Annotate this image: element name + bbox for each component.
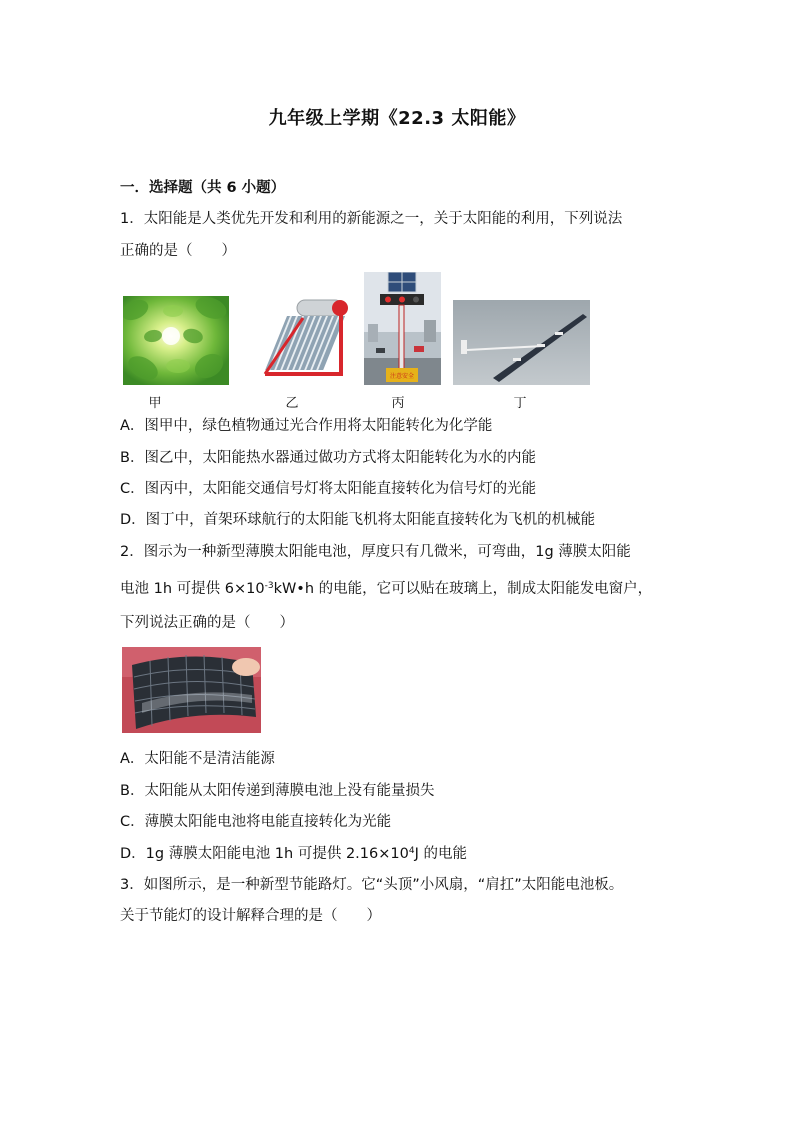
- section-heading: 一．选择题（共 6 小题）: [120, 180, 286, 196]
- q1-image-solar-plane: [453, 300, 590, 385]
- q1-option-b: B．图乙中，太阳能热水器通过做功方式将太阳能转化为水的内能: [120, 450, 536, 466]
- q1-option-a: A．图甲中，绿色植物通过光合作用将太阳能转化为化学能: [120, 418, 493, 434]
- caption-ding: 丁: [513, 396, 527, 411]
- q3-stem-line1: 3．如图所示，是一种新型节能路灯。它“头顶”小风扇，“肩扛”太阳能电池板。: [120, 877, 624, 893]
- q1-image-traffic-light: [364, 272, 441, 385]
- q2-option-c: C．薄膜太阳能电池将电能直接转化为光能: [120, 814, 392, 830]
- q1-image-leaves: [123, 296, 229, 385]
- traffic-sign-text: 注意安全: [389, 373, 415, 380]
- caption-bing: 丙: [391, 396, 405, 411]
- page-title: 九年级上学期《22.3 太阳能》: [268, 108, 526, 129]
- q2-option-a: A．太阳能不是清洁能源: [120, 751, 275, 767]
- q2-option-b: B．太阳能从太阳传递到薄膜电池上没有能量损失: [120, 783, 435, 799]
- q2-image-thin-film: [122, 647, 261, 733]
- q1-image-water-heater: [245, 296, 349, 382]
- q1-option-d: D．图丁中，首架环球航行的太阳能飞机将太阳能直接转化为飞机的机械能: [120, 512, 596, 528]
- q1-stem-line2: 正确的是（ ）: [120, 243, 236, 259]
- caption-jia: 甲: [148, 396, 162, 411]
- q2-option-d: D．1g 薄膜太阳能电池 1h 可提供 $2.16\times 10^4J$ 的电能: [120, 846, 467, 862]
- q3-stem-line2: 关于节能灯的设计解释合理的是（ ）: [120, 908, 381, 924]
- q2-stem-line2: 电池 1h 可提供 $6\times 10^{-3}kW•h$ 的电能，它可以贴在玻璃上，制成太阳能发电窗户，: [120, 581, 653, 597]
- caption-yi: 乙: [285, 396, 299, 411]
- q1-stem-line1: 1．太阳能是人类优先开发和利用的新能源之一，关于太阳能的利用，下列说法: [120, 211, 623, 227]
- q1-option-c: C．图丙中，太阳能交通信号灯将太阳能直接转化为信号灯的光能: [120, 481, 537, 497]
- q2-stem-line3: 下列说法正确的是（ ）: [120, 615, 294, 631]
- q2-stem-line1: 2．图示为一种新型薄膜太阳能电池，厚度只有几微米，可弯曲，1g 薄膜太阳能: [120, 544, 631, 560]
